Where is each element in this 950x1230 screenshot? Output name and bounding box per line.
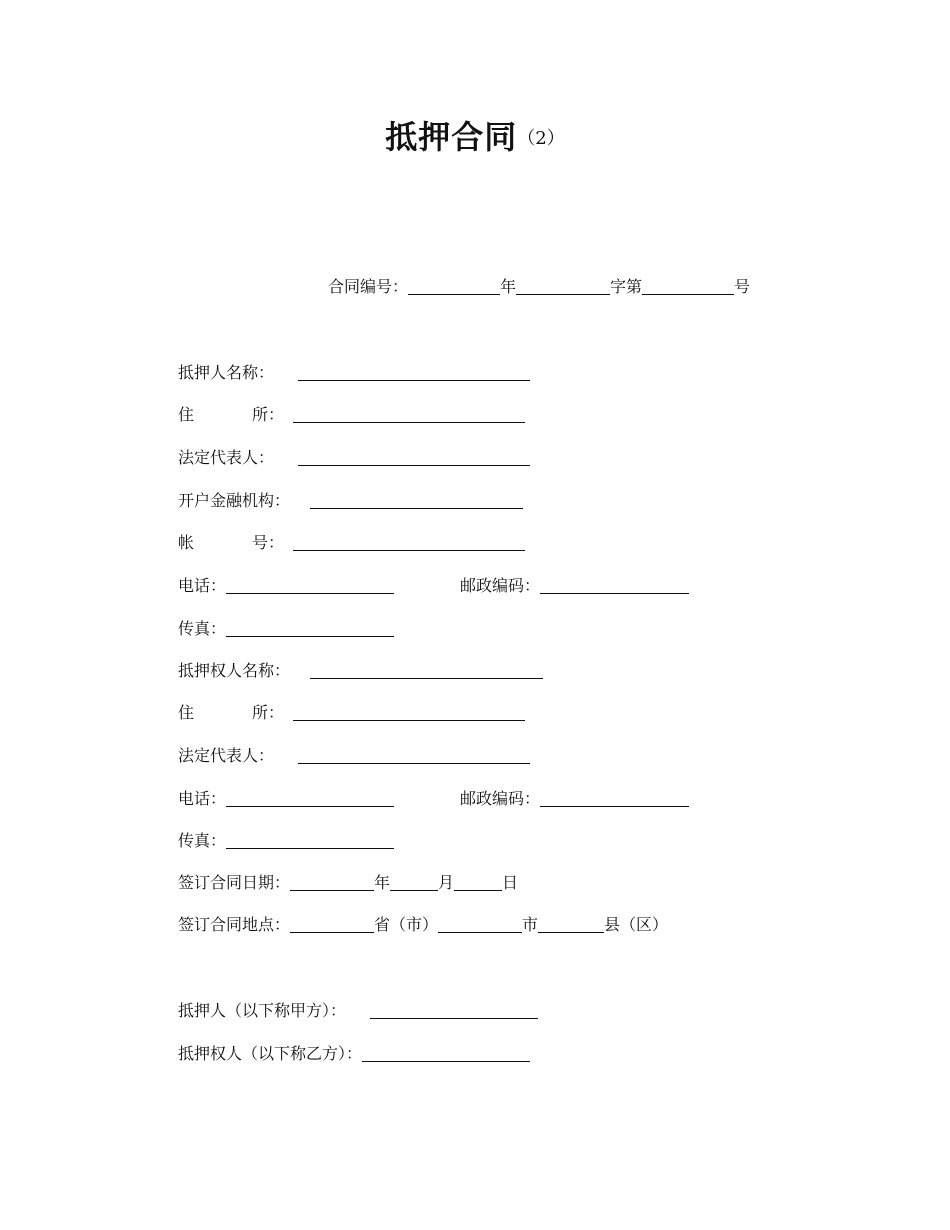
sign-county-blank[interactable] xyxy=(538,914,604,933)
mortgagee-legal-rep-blank[interactable] xyxy=(298,745,530,764)
mortgagor-postcode-blank[interactable] xyxy=(540,575,689,594)
contract-zi-blank[interactable] xyxy=(516,276,610,295)
sign-place-label: 签订合同地点： xyxy=(178,915,291,934)
mortgagee-legal-rep-line xyxy=(178,745,530,767)
contract-zi-di-label: 字第 xyxy=(610,277,643,296)
party-a-blank[interactable] xyxy=(370,1000,538,1019)
contract-hao-label: 号 xyxy=(734,277,751,296)
mortgagor-bank-line xyxy=(178,490,523,512)
mortgagor-address-label-2: 所： xyxy=(252,405,285,424)
sign-city-label: 市 xyxy=(522,915,539,934)
sign-province-label: 省（市） xyxy=(374,915,439,934)
title-suffix: （2） xyxy=(517,128,565,149)
mortgagor-postcode-label: 邮政编码： xyxy=(460,576,541,595)
contract-number-label: 合同编号： xyxy=(328,277,409,296)
mortgagor-address-blank[interactable] xyxy=(293,404,525,423)
sign-year-blank[interactable] xyxy=(290,872,374,891)
mortgagor-bank-blank[interactable] xyxy=(310,490,523,509)
sign-year-label: 年 xyxy=(374,873,391,892)
mortgagee-fax-label: 传真： xyxy=(178,831,227,850)
title-main: 抵押合同 xyxy=(385,118,518,156)
mortgagor-account-blank[interactable] xyxy=(293,532,525,551)
party-b-label: 抵押权人（以下称乙方）： xyxy=(178,1044,363,1063)
mortgagee-fax-line xyxy=(178,830,394,852)
mortgagor-phone-label: 电话： xyxy=(178,576,227,595)
mortgagor-legal-rep-line xyxy=(178,447,530,469)
mortgagor-name-blank[interactable] xyxy=(298,362,530,381)
mortgagee-phone-line xyxy=(178,788,689,810)
mortgagee-address-label-1: 住 xyxy=(178,703,195,722)
sign-county-label: 县（区） xyxy=(604,915,669,934)
mortgagee-fax-blank[interactable] xyxy=(226,830,394,849)
mortgagor-address-line xyxy=(178,404,525,426)
contract-year-label: 年 xyxy=(500,277,517,296)
contract-no-blank[interactable] xyxy=(642,276,734,295)
mortgagee-name-line xyxy=(178,660,543,682)
party-a-line xyxy=(178,1000,538,1022)
mortgagor-account-label-1: 帐 xyxy=(178,533,195,552)
mortgagor-address-label-1: 住 xyxy=(178,405,195,424)
mortgagee-phone-blank[interactable] xyxy=(226,788,394,807)
mortgagor-legal-rep-blank[interactable] xyxy=(298,447,530,466)
mortgagor-bank-label: 开户金融机构： xyxy=(178,491,291,510)
mortgagor-fax-label: 传真： xyxy=(178,619,227,638)
sign-month-blank[interactable] xyxy=(390,872,438,891)
mortgagor-fax-line xyxy=(178,618,394,640)
sign-date-line xyxy=(178,872,518,894)
sign-day-label: 日 xyxy=(502,873,519,892)
mortgagor-phone-blank[interactable] xyxy=(226,575,394,594)
mortgagor-name-label: 抵押人名称： xyxy=(178,363,275,382)
mortgagee-legal-rep-label: 法定代表人： xyxy=(178,746,275,765)
sign-month-label: 月 xyxy=(438,873,455,892)
party-b-blank[interactable] xyxy=(362,1043,530,1062)
sign-province-blank[interactable] xyxy=(290,914,374,933)
mortgagor-account-line xyxy=(178,532,525,554)
contract-year-blank[interactable] xyxy=(408,276,500,295)
mortgagee-address-line xyxy=(178,702,525,724)
party-a-label: 抵押人（以下称甲方）： xyxy=(178,1001,347,1020)
mortgagor-fax-blank[interactable] xyxy=(226,618,394,637)
mortgagee-postcode-blank[interactable] xyxy=(540,788,689,807)
party-b-line xyxy=(178,1043,530,1065)
sign-date-label: 签订合同日期： xyxy=(178,873,291,892)
mortgagee-postcode-label: 邮政编码： xyxy=(460,789,541,808)
mortgagee-address-label-2: 所： xyxy=(252,703,285,722)
mortgagor-account-label-2: 号： xyxy=(252,533,285,552)
mortgagee-name-blank[interactable] xyxy=(310,660,543,679)
document-title xyxy=(0,112,950,158)
sign-city-blank[interactable] xyxy=(438,914,522,933)
mortgagee-address-blank[interactable] xyxy=(293,702,525,721)
sign-place-line xyxy=(178,914,668,936)
mortgagee-phone-label: 电话： xyxy=(178,789,227,808)
mortgagor-legal-rep-label: 法定代表人： xyxy=(178,448,275,467)
sign-day-blank[interactable] xyxy=(454,872,502,891)
mortgagee-name-label: 抵押权人名称： xyxy=(178,661,291,680)
mortgagor-phone-line xyxy=(178,575,689,597)
contract-number-line xyxy=(328,276,750,298)
mortgagor-name-line xyxy=(178,362,530,384)
